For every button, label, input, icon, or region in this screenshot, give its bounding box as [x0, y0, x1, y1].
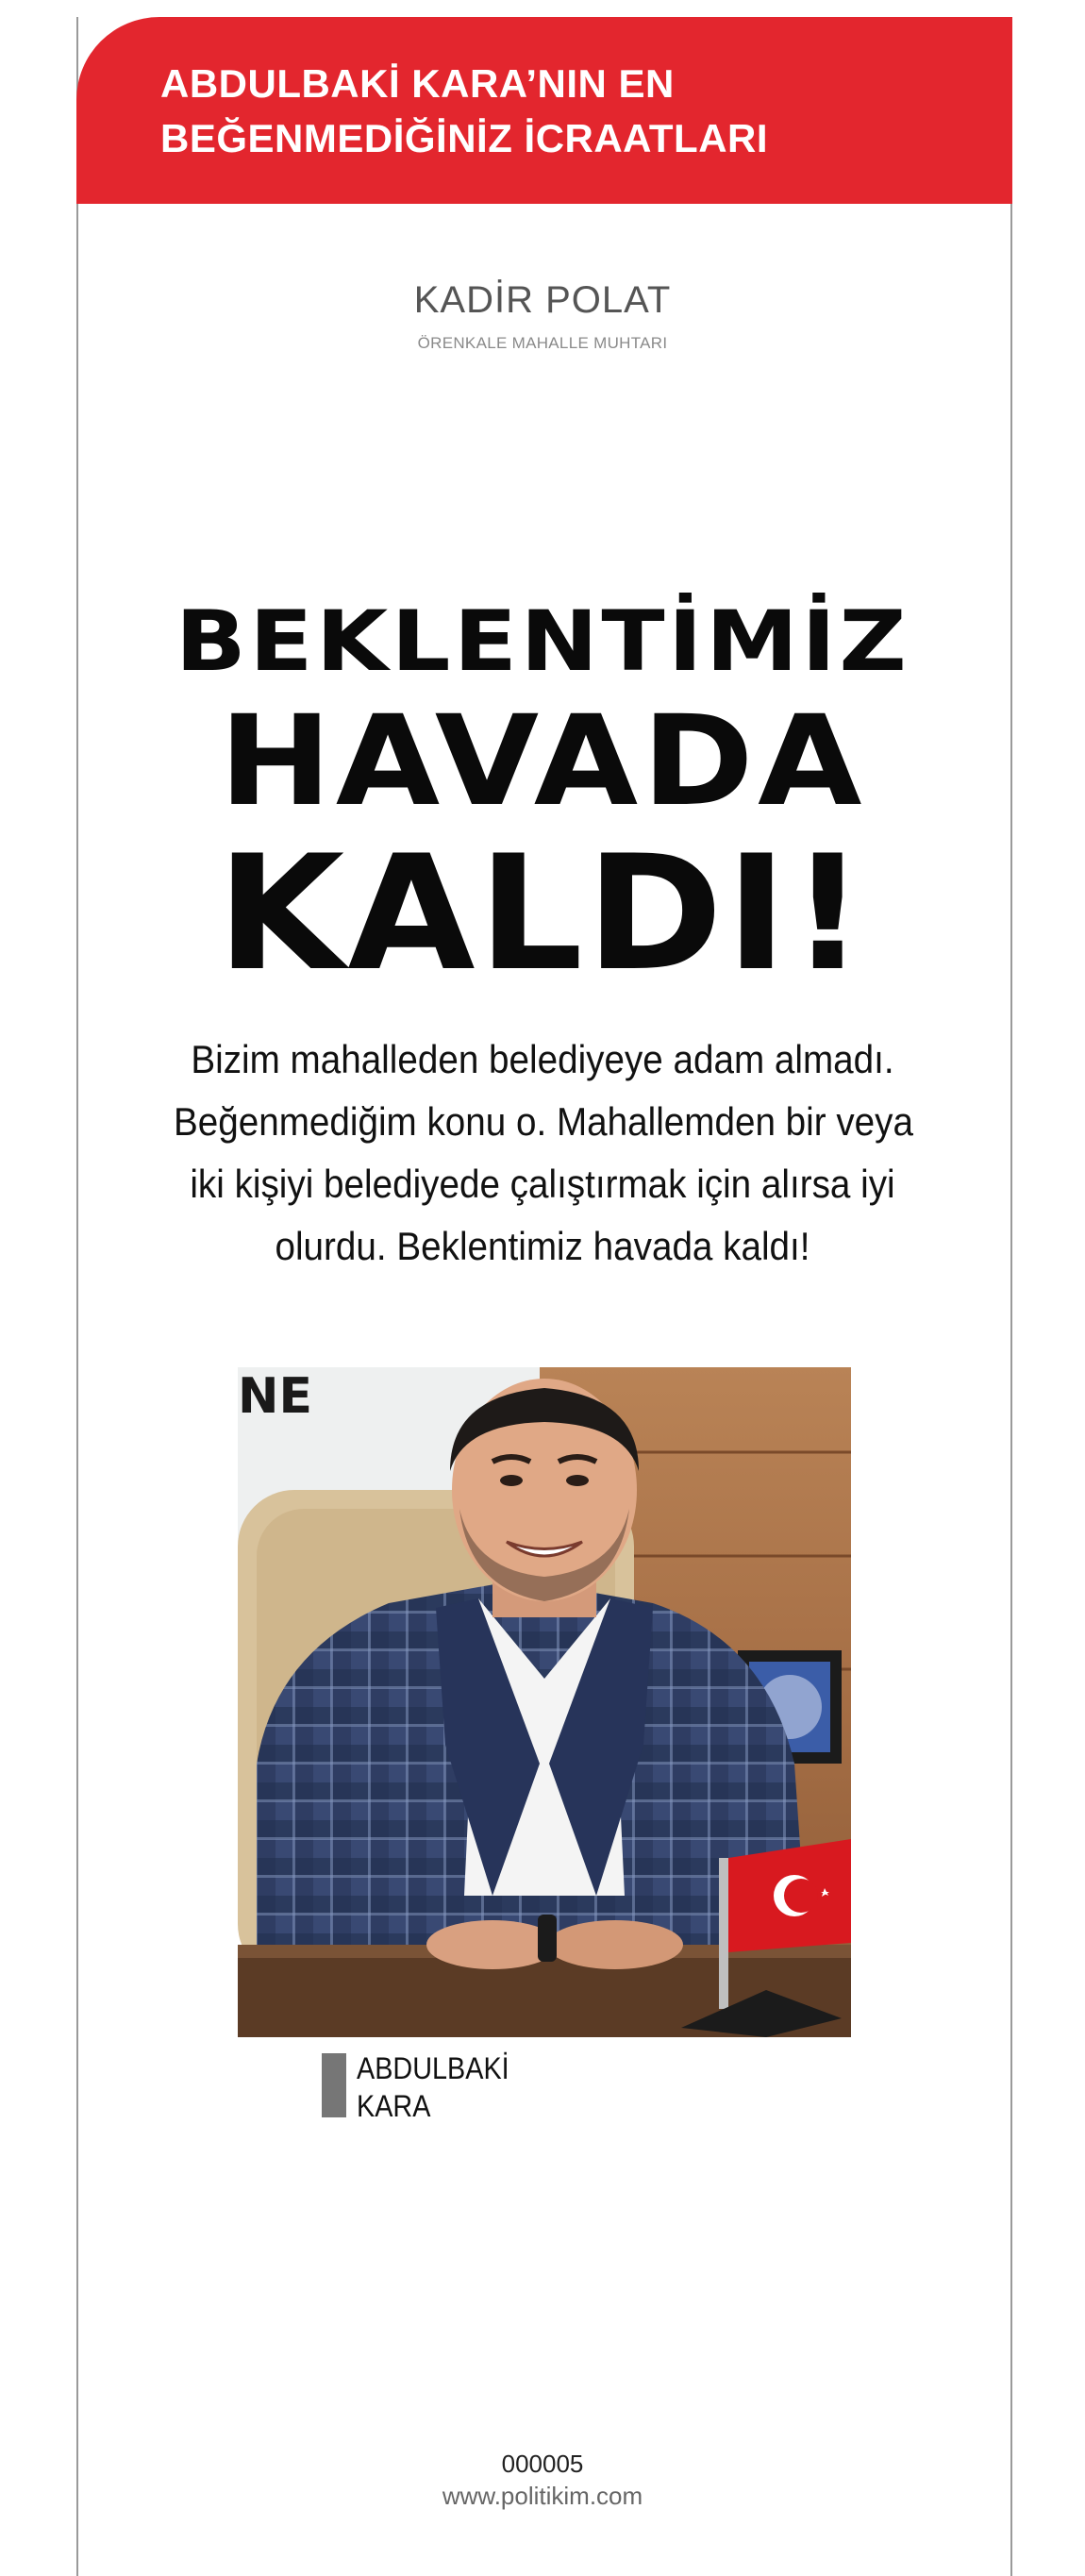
- header-title-line1: ABDULBAKİ KARA’NIN EN: [160, 61, 675, 106]
- footer-code: 000005: [501, 2450, 584, 2478]
- header-title: [160, 57, 972, 166]
- caption-accent-bar: [322, 2053, 346, 2117]
- photo-caption: [357, 2049, 509, 2125]
- quote-line: Beğenmediğim konu o. Mahallemden bir veya: [174, 1099, 913, 1144]
- headline-line3: KALDI!: [216, 821, 869, 1006]
- headline-line2: HAVADA: [219, 689, 866, 834]
- quote-text: [174, 1029, 911, 1278]
- caption-line2: KARA: [357, 2089, 431, 2123]
- author-name: KADİR POLAT: [413, 279, 672, 321]
- footer-url: www.politikim.com: [442, 2482, 643, 2510]
- header-title-line2: BEĞENMEDİĞİNİZ İCRAATLARI: [160, 116, 769, 160]
- portrait-photo: [238, 1367, 851, 2037]
- quote-line: iki kişiyi belediyede çalıştırmak için alırsa iyi: [190, 1162, 895, 1206]
- caption-line1: ABDULBAKİ: [357, 2051, 509, 2085]
- headline-line1: BEKLENTİMİZ: [175, 593, 910, 690]
- wall-lettering: NE: [238, 1368, 313, 1425]
- quote-line: Bizim mahalleden belediyeye adam almadı.: [191, 1037, 894, 1081]
- page-frame: [76, 17, 1012, 2576]
- portrait-illustration: [238, 1367, 851, 2037]
- author-role: ÖRENKALE MAHALLE MUHTARI: [417, 334, 668, 352]
- quote-line: olurdu. Beklentimiz havada kaldı!: [275, 1224, 810, 1268]
